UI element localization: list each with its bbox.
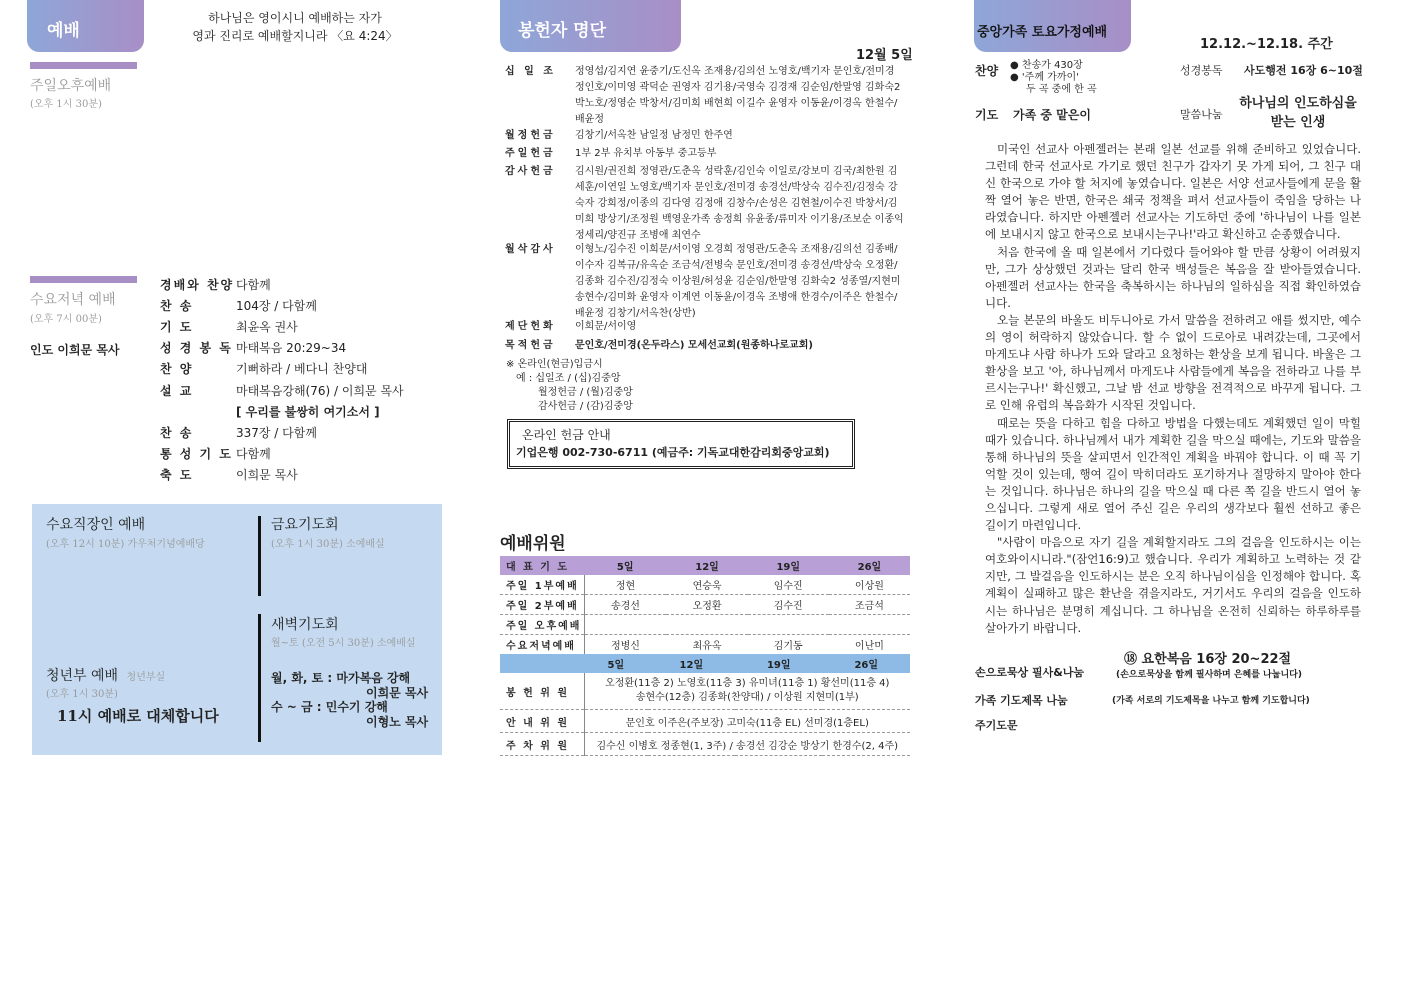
wed-title: 수요저녁 예배 [30, 292, 116, 308]
table-row: 안 내 위 원 문인호 이주은(주보장) 고미숙(11층 EL) 선미경(1층EL) [500, 710, 910, 733]
copy-note: (손으로묵상을 함께 필사하며 은혜를 나눕니다) [1116, 670, 1302, 680]
dawn-prayer-sub: 월~토 (오전 5시 30분) 소예배실 [271, 638, 416, 649]
table-row: 주 차 위 원 김수신 이병호 정종현(1, 3주) / 송경선 김강순 방상기 한경수(2, 4주) [500, 733, 910, 756]
fri-prayer-sub: (오후 1시 30분) 소예배실 [271, 539, 385, 550]
copy-label: 손으로묵상 필사&나눔 [975, 666, 1085, 679]
order-item: 찬 송 337장 / 다함께 [160, 426, 317, 440]
offering-tab-label: 봉헌자 명단 [518, 21, 607, 41]
online-offering-title: 온라인 헌금 안내 [522, 428, 611, 442]
youth-notice: 11시 예배로 대체합니다 [57, 707, 219, 725]
committee-table: 5일 12일 19일 26일 봉 헌 위 원 오정환(11층 2) 노영호(11층 3) 유미녀(11층 1) 황선미(11층 4) 송현수(12층) 김종화(찬양대) / 이상원 지현미(1부) 안 내 위 원 문인호 이주은(주보장) 고미숙(11층 EL) 선미경(1층EL) 주 차 위 원 김수신 이병호 정종현(1, 3주) / 송경선 김강순 방상기 한경수(2, 4주) [500, 654, 910, 756]
committee-title: 예배위원 [500, 534, 566, 554]
wed-bar [30, 276, 137, 283]
devotion-text: 미국인 선교사 아펜젤러는 본래 일본 선교를 위해 준비하고 있었습니다. 그런데 한국 선교사로 가기로 했던 친구가 갑자기 못 가게 되어, 그 친구 대신 한국으로 가야 할 처지에 놓였습니다. 일본은 서양 선교사들에게 문을 활짝 열어 놓은 반면, 한국은 쇄국 정책을 펴서 선교사들이 죽임을 당하는 나라였습니다. 하지만 아펜젤러 선교사는 기도하던 중에 '하나님이 나를 일본에 보내시지 않고 한국으로 보내시는구나!'라고 확신하고 순종했습니다. 처음 한국에 올 때 일본에서 기다렸다 들어와야 할 만큼 상황이 어려웠지만, 그가 상상했던 것과는 달리 한국 백성들은 복음을 잘 받아들였습니다. 아펜젤러 선교사는 한국을 축복하시는 하나님의 일하심을 직접 확인하였습니다. 오늘 본문의 바울도 비두니아로 가서 말씀을 전하려고 애를 썼지만, 예수의 영이 허락하지 않았습니다. 할 수 없이 드로아로 내려갔는데, 그곳에서 마게도냐 사람 하나가 도와 달라고 요청하는 환상을 보게 됩니다. 바울은 그 환상을 보고 '아, 하나님께서 마게도냐 사람들에게 복음을 전하라고 나를 부르시는구나!' 확신했고, 그날 밤 선교 방향을 전격적으로 바꾸게 됩니다. 그로 인해 유럽의 복음화가 시작된 것입니다. 때로는 뜻을 다하고 힘을 다하고 방법을 다했는데도 계획했던 일이 막힐 때가 있습니다. 하나님께서 내가 계획한 길을 막으실 때에는, 기도와 말씀을 통해 하나님의 뜻을 살피면서 인간적인 계획을 바꿔야 합니다. 이 때 꼭 기억할 것이 있는데, 행여 길이 막히더라도 포기하거나 절망하지 말아야 한다는 것입니다. 하나님은 하나의 길을 막으실 때 다른 쪽 길을 반드시 열어 놓으십니다. 그렇게 새로 열어 주신 길은 우리의 생각보다 훨씬 선하고 좋은 길이기 마련입니다. "사람이 마음으로 자기 길을 계획할지라도 그의 걸음을 인도하시는 이는 여호와이시니라."(잠언16:9)고 했습니다. 우리가 계획하고 노력하는 것 같지만, 그 발걸음을 인도하시는 분은 오직 하나님이심을 인정해야 합니다. 혹 계획이 실패하고 많은 환난을 겪을지라도, 거기서도 우리의 걸음을 인도하시는 하나님은 분명히 계십니다. 그 하나님을 온전히 신뢰하는 하루하루를 살아가기 바랍니다. [985, 142, 1361, 635]
table-row: 수요저녁예배 정병신 최유옥 김기동 이난미 [500, 635, 910, 655]
word-title: 하나님의 인도하심을 받는 인생 [1239, 96, 1357, 130]
online-offering-box [507, 419, 855, 469]
family-prayer-note: (가족 서로의 기도제목을 나누고 함께 기도합니다) [1112, 696, 1310, 706]
wed-time: (오후 7시 00분) [30, 314, 102, 325]
wed-order [160, 276, 460, 486]
bible-label: 성경봉독 [1180, 64, 1223, 77]
divider-line [258, 614, 261, 742]
worship-tab [27, 0, 144, 52]
family-prayer-label: 가족 기도제목 나눔 [975, 694, 1068, 707]
dawn-schedule-1: 월, 화, 토 : 마가복음 강해 [271, 671, 411, 685]
order-item: 성 경 봉 독 마태복음 20:29~34 [160, 341, 347, 355]
youth-time: (오후 1시 30분) [46, 689, 118, 700]
order-item: 통 성 기 도 다함께 [160, 447, 271, 461]
offering-tithe: 십 일 조 정영섭/김지연 윤중기/도신옥 조재용/김의선 노영호/백기자 문인호/전미경 정인호/이미영 곽덕순 권영자 김기용/국영숙 김경재 김순임/한말영 김화숙2 박노호/정영순 박창서/김미희 배현희 이길수 윤영자 이동윤/이경옥 한철수/배윤정 [505, 66, 901, 125]
order-item: 설 교 마태복음강해(76) / 이희문 목사 [160, 384, 404, 398]
word-label: 말씀나눔 [1180, 108, 1223, 121]
hymn-label: 찬양 [975, 64, 999, 78]
offering-list [505, 64, 915, 364]
wed-worker-sub: (오후 12시 10분) 가우처기념예배당 [46, 539, 205, 550]
family-tab [974, 0, 1131, 52]
dawn-preacher-1: 이희문 목사 [366, 686, 429, 700]
sunday-pm-time: (오후 1시 30분) [30, 99, 102, 110]
offering-new-month: 월삭감사 이형노/김수진 이희문/서이영 오경희 정영관/도춘옥 조재용/김의선 김종배/이수자 김복규/유옥순 조금석/전병숙 문인호/전미경 송경선/박상숙 오정환/김종화 김수진/김정숙 이상원/허성윤 김순임/한말영 김화숙2 성종열/지현미 송현수/김미화 윤영자 이계연 이동윤/이경옥 조병애 한경수/이주은 한철수/배윤정 김창기/서옥찬(상반) [505, 244, 901, 319]
table-row: 봉 헌 위 원 오정환(11층 2) 노영호(11층 3) 유미녀(11층 1) 황선미(11층 4) 송현수(12층) 김종화(찬양대) / 이상원 지현미(1부) [500, 673, 910, 710]
offering-sunday: 주일헌금 1부 2부 유치부 아동부 중고등부 [505, 148, 717, 159]
prayer-label: 기도 [975, 108, 999, 122]
online-note: ※ 온라인(현금)입금시 예 : 십일조 / (십)김중앙 월정헌금 / (월)김중앙 감사헌금 / (감)김중앙 [506, 359, 633, 412]
order-item: 기 도 최윤옥 권사 [160, 320, 298, 334]
week-range: 12.12.~12.18. 주간 [1200, 37, 1333, 52]
verse-line-2: 영과 진리로 예배할지니라 〈요 4:24〉 [192, 29, 398, 43]
table-row: 주일 오후예배 [500, 615, 910, 635]
online-offering-bank: 기업은행 002-730-6711 (예금주: 기독교대한감리회중앙교회) [516, 446, 830, 459]
order-item: 축 도 이희문 목사 [160, 468, 298, 482]
worship-tab-label: 예배 [47, 21, 80, 41]
offering-purpose: 목적헌금 문인호/전미경(온두라스) 모세선교회(원종하나로교회) [505, 340, 813, 351]
dawn-schedule-2: 수 ~ 금 : 민수기 강해 [271, 700, 388, 714]
dawn-preacher-2: 이형노 목사 [366, 715, 429, 729]
offering-thanks: 감사헌금 김시원/권진희 정영관/도춘옥 성락훈/김인숙 이일로/강보미 김국/최한원 김세훈/이연일 노영호/백기자 문인호/전미경 송경선/박상숙 김수진/김정숙 강숙자 강희정/이종의 김다영 김정애 김창수/손성은 김현철/이수진 박창서/김미희 방상기/조정원 백영운가족 송정희 유윤종/류미자 이기용/조보순 이종익 정세리/양진규 조병애 최연수 [505, 166, 904, 241]
dawn-prayer-title: 새벽기도회 [271, 617, 339, 633]
sermon-title: [ 우리를 불쌍히 여기소서 ] [236, 405, 380, 419]
order-item: 경배와 찬양 다함께 [160, 278, 271, 292]
fri-prayer-title: 금요기도회 [271, 517, 339, 533]
offering-date: 12월 5일 [856, 48, 913, 63]
divider-line [258, 516, 261, 596]
sunday-pm-title: 주일오후예배 [30, 78, 112, 94]
wed-worker-title: 수요직장인 예배 [46, 517, 146, 533]
schedule-box [32, 504, 442, 755]
order-item: 찬 송 104장 / 다함께 [160, 299, 317, 313]
prayer-table: 대 표 기 도 5일 12일 19일 26일 주일 1부예배 정현 연승욱 임수진 이상원 주일 2부예배 송경선 오정환 김수진 조금석 주일 오후예배 수요저녁예배 정병신 최유옥 김기동 이난미 [500, 556, 910, 655]
offering-monthly: 월정헌금 김창기/서옥찬 남일정 남정민 한주연 [505, 130, 733, 141]
offering-tab [500, 0, 681, 52]
opening-verse [170, 9, 420, 45]
youth-title: 청년부 예배 청년부실 [46, 668, 166, 684]
wed-leader: 인도 이희문 목사 [30, 343, 120, 357]
family-tab-label: 중앙가족 토요가정예배 [977, 25, 1108, 40]
prayer-who: 가족 중 맡은이 [1013, 108, 1091, 122]
table-row: 주일 2부예배 송경선 오정환 김수진 조금석 [500, 595, 910, 615]
hymn-list: ● 찬송가 430장 ● '주께 가까이' 두 곡 중에 한 곡 [1010, 60, 1097, 95]
table-row: 주일 1부예배 정현 연승욱 임수진 이상원 [500, 575, 910, 595]
lords-prayer-label: 주기도문 [975, 719, 1018, 732]
offering-altar: 제단헌화 이희문/서이영 [505, 321, 637, 332]
order-item: 찬 양 기뻐하라 / 베다니 찬양대 [160, 362, 368, 376]
sunday-pm-bar [30, 62, 137, 69]
copy-passage: ⑱ 요한복음 16장 20~22절 [1124, 652, 1292, 667]
verse-line-1: 하나님은 영이시니 예배하는 자가 [208, 11, 382, 25]
bible-ref: 사도행전 16장 6~10절 [1244, 64, 1363, 77]
